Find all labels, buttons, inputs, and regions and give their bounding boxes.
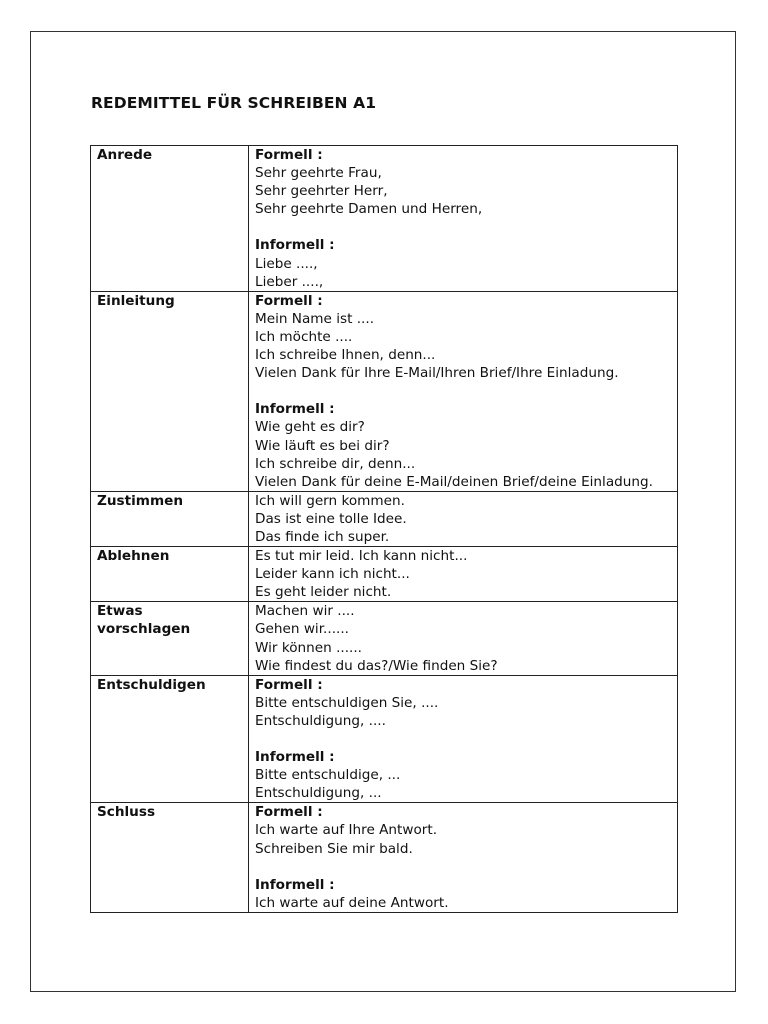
informell-heading: Informell : <box>255 237 335 254</box>
category-label: Einleitung <box>97 292 175 309</box>
category-label: Anrede <box>97 147 153 163</box>
phrases-cell <box>249 146 678 292</box>
phrases-cell <box>249 602 678 675</box>
phrase: Entschuldigung, .... <box>255 712 386 729</box>
formell-heading: Formell : <box>255 292 323 309</box>
formell-heading: Formell : <box>255 804 323 821</box>
category-label: vorschlagen <box>97 621 191 638</box>
category-cell <box>91 675 249 803</box>
phrase: Ich warte auf Ihre Antwort. <box>255 822 438 839</box>
category-label: Schluss <box>97 804 156 821</box>
phrases-cell <box>249 291 678 491</box>
phrases-cell <box>249 803 678 913</box>
category-label: Entschuldigen <box>97 676 206 693</box>
phrase: Ich möchte .... <box>255 328 353 345</box>
phrase: Lieber ...., <box>255 273 324 290</box>
phrases-cell <box>249 491 678 546</box>
informell-heading: Informell : <box>255 749 335 766</box>
table-row-einleitung <box>91 291 678 491</box>
category-cell <box>91 146 249 292</box>
phrase: Bitte entschuldigen Sie, .... <box>255 694 439 711</box>
phrases-cell <box>249 675 678 803</box>
redemittel-table <box>90 145 678 913</box>
phrase: Wie findest du das?/Wie finden Sie? <box>255 657 498 674</box>
phrase: Es tut mir leid. Ich kann nicht... <box>255 548 468 565</box>
phrase: Ich will gern kommen. <box>255 492 405 509</box>
spacer <box>255 730 673 748</box>
category-cell <box>91 602 249 675</box>
category-label: Ablehnen <box>97 548 170 565</box>
document-title: REDEMITTEL FÜR SCHREIBEN A1 <box>91 94 377 112</box>
spacer <box>255 218 673 236</box>
phrase: Leider kann ich nicht... <box>255 566 410 583</box>
phrase: Ich schreibe Ihnen, denn... <box>255 347 436 364</box>
phrase: Ich schreibe dir, denn... <box>255 455 416 472</box>
phrase: Wie geht es dir? <box>255 419 365 436</box>
phrases-cell <box>249 547 678 602</box>
phrase: Sehr geehrter Herr, <box>255 183 388 200</box>
phrase: Entschuldigung, ... <box>255 785 382 802</box>
phrase: Vielen Dank für deine E-Mail/deinen Brief/deine Einladung. <box>255 473 653 490</box>
table-row-ablehnen <box>91 547 678 602</box>
phrase: Vielen Dank für Ihre E-Mail/Ihren Brief/Ihre Einladung. <box>255 365 619 382</box>
table-row-zustimmen <box>91 491 678 546</box>
category-label: Etwas <box>97 603 143 620</box>
informell-heading: Informell : <box>255 401 335 418</box>
phrase: Machen wir .... <box>255 603 355 620</box>
table-row-vorschlagen <box>91 602 678 675</box>
phrase: Mein Name ist .... <box>255 310 375 327</box>
category-cell <box>91 547 249 602</box>
phrase: Ich warte auf deine Antwort. <box>255 894 449 911</box>
phrase: Sehr geehrte Damen und Herren, <box>255 201 483 218</box>
formell-heading: Formell : <box>255 147 323 163</box>
formell-heading: Formell : <box>255 676 323 693</box>
table-row-schluss <box>91 803 678 913</box>
spacer <box>255 382 673 400</box>
informell-heading: Informell : <box>255 876 335 893</box>
phrase: Bitte entschuldige, ... <box>255 767 401 784</box>
table-row-entschuldigen <box>91 675 678 803</box>
category-cell <box>91 491 249 546</box>
phrase: Das finde ich super. <box>255 528 390 545</box>
category-label: Zustimmen <box>97 492 184 509</box>
phrase: Sehr geehrte Frau, <box>255 165 382 182</box>
category-cell <box>91 803 249 913</box>
phrase: Das ist eine tolle Idee. <box>255 510 407 527</box>
spacer <box>255 858 673 876</box>
phrase: Es geht leider nicht. <box>255 584 392 601</box>
phrase: Gehen wir...... <box>255 621 349 638</box>
phrase: Wie läuft es bei dir? <box>255 437 390 454</box>
phrase: Schreiben Sie mir bald. <box>255 840 413 857</box>
phrase: Wir können ...... <box>255 639 362 656</box>
table-row-anrede <box>91 146 678 292</box>
phrase: Liebe ...., <box>255 255 318 272</box>
category-cell <box>91 291 249 491</box>
